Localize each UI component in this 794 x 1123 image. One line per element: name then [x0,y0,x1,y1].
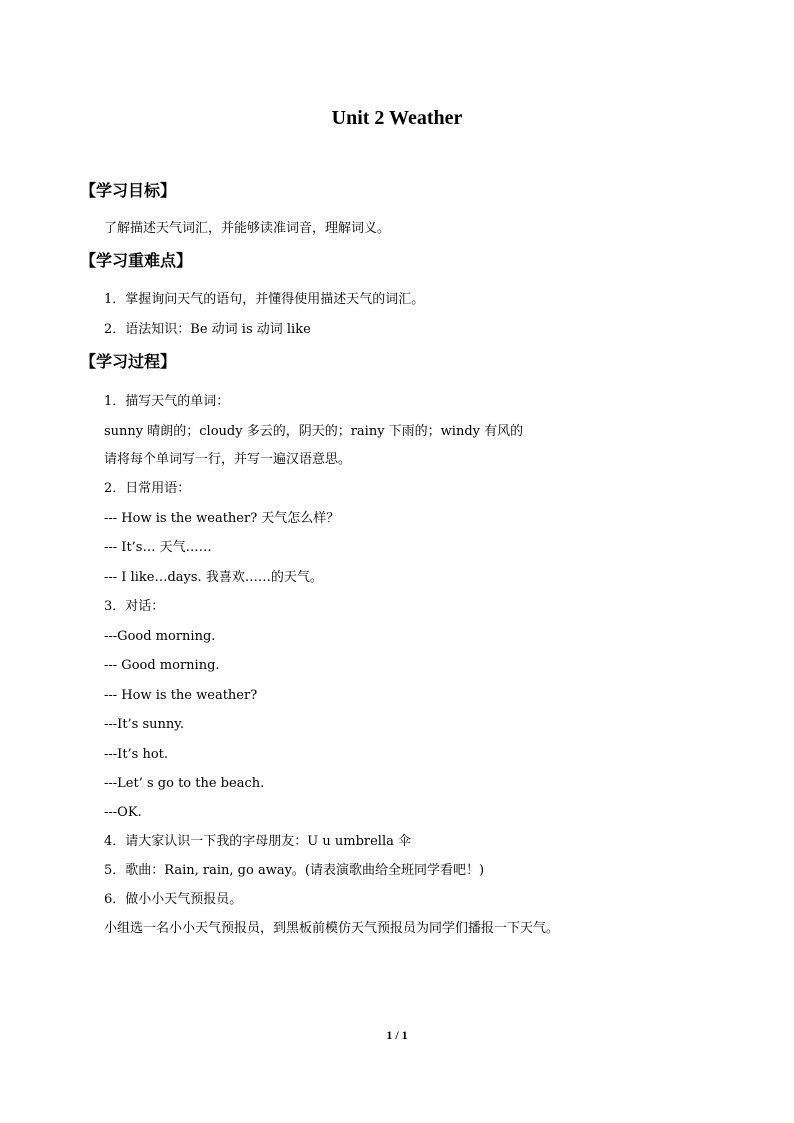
process-line: --- How is the weather? 天气怎么样？ [104,511,340,526]
process-line: 4．请大家认识一下我的字母朋友：U u umbrella 伞 [104,834,411,849]
section-heading-key-points: 【学习重难点】 [80,251,193,270]
dialogue-line: ---Good morning. [104,629,216,644]
process-line: 5．歌曲：Rain, rain, go away。(请表演歌曲给全班同学看吧！) [104,863,485,878]
process-line: --- I like…days. 我喜欢……的天气。 [104,570,323,585]
process-line: --- It’s… 天气…… [104,540,212,555]
process-line: 小组选一名小小天气预报员，到黑板前模仿天气预报员为同学们播报一下天气。 [104,921,560,936]
dialogue-line: --- How is the weather? [104,688,258,703]
process-line: 6．做小小天气预报员。 [104,892,243,907]
dialogue-line: ---It’s hot. [104,747,169,762]
document-title: Unit 2 Weather [331,107,463,129]
dialogue-line: ---Let’ s go to the beach. [104,776,265,791]
process-line: 请将每个单词写一行，并写一遍汉语意思。 [104,452,352,467]
process-line: 2．日常用语： [104,481,191,496]
dialogue-line: ---OK. [104,805,142,820]
dialogue-line: --- Good morning. [104,658,220,673]
dialogue-line: ---It’s sunny. [104,717,185,732]
process-line: 1．描写天气的单词： [104,394,230,409]
process-line: 3．对话： [104,599,165,614]
goals-text: 了解描述天气词汇，并能够读准词音，理解词义。 [104,221,391,236]
section-heading-process: 【学习过程】 [80,352,177,371]
page-number: 1 / 1 [386,1028,408,1042]
section-heading-goals: 【学习目标】 [80,181,177,200]
key-point-1: 1．掌握询问天气的语句，并懂得使用描述天气的词汇。 [104,292,425,307]
process-line: sunny 晴朗的；cloudy 多云的，阴天的；rainy 下雨的；windy 有风的 [104,424,524,439]
key-point-2: 2．语法知识：Be 动词 is 动词 like [104,322,311,337]
